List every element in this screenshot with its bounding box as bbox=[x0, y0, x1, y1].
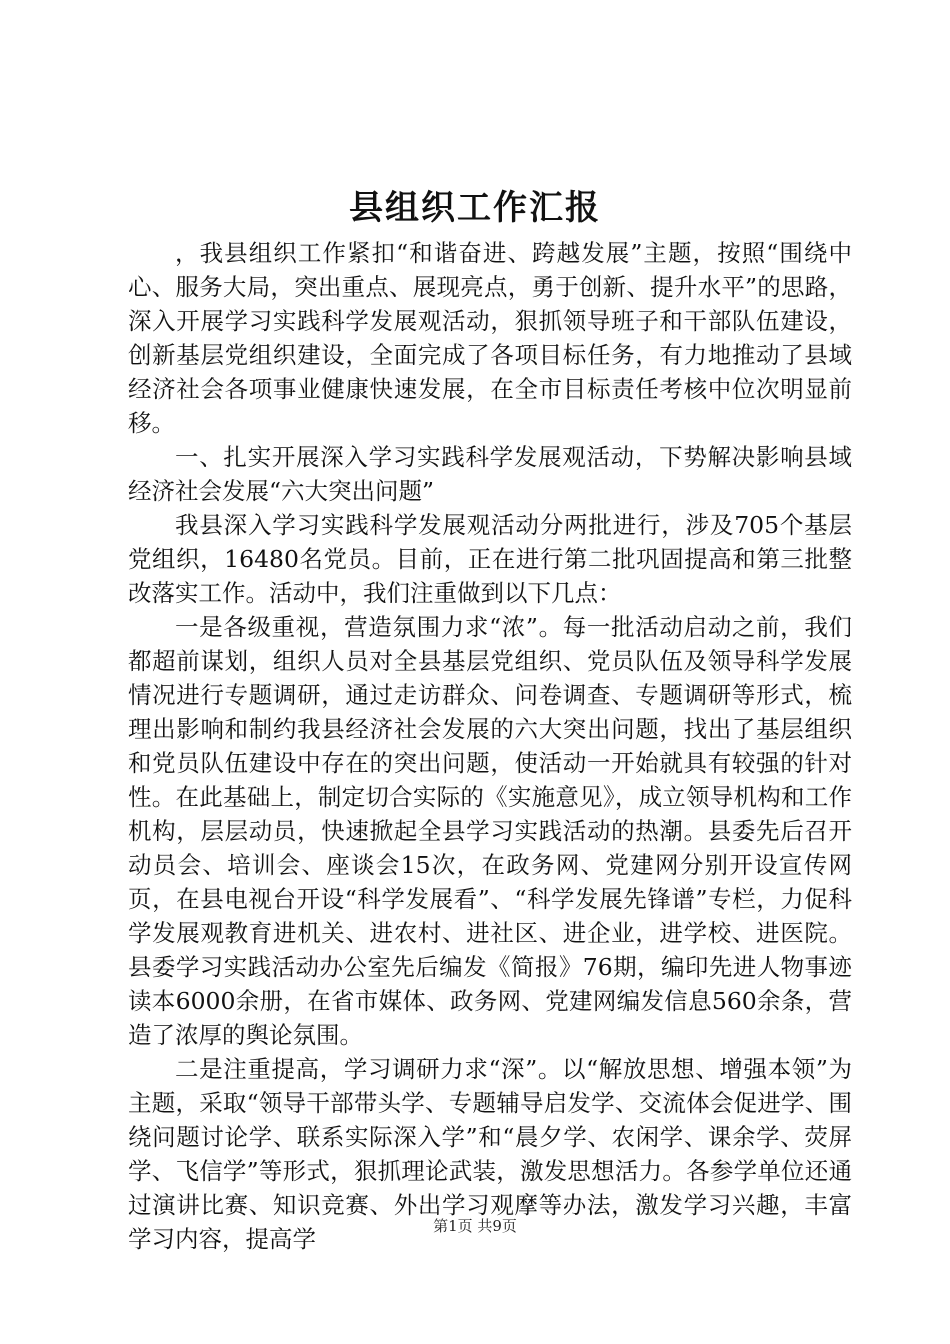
document-body bbox=[128, 236, 852, 1256]
paragraph-point-1: 一是各级重视，营造氛围力求“浓”。每一批活动启动之前，我们都超前谋划，组织人员对全县基层党组织、党员队伍及领导科学发展情况进行专题调研，通过走访群众、问卷调查、专题调研等形式，梳理出影响和制约我县经济社会发展的六大突出问题，找出了基层组织和党员队伍建设中存在的突出问题，使活动一开始就具有较强的针对性。在此基础上，制定切合实际的《实施意见》，成立领导机构和工作机构，层层动员，快速掀起全县学习实践活动的热潮。县委先后召开动员会、培训会、座谈会15次，在政务网、党建网分别开设宣传网页，在县电视台开设“科学发展看”、“科学发展先锋谱”专栏，力促科学发展观教育进机关、进农村、进社区、进企业，进学校、进医院。县委学习实践活动办公室先后编发《简报》76期，编印先进人物事迹读本6000余册，在省市媒体、政务网、党建网编发信息560余条，营造了浓厚的舆论氛围。 bbox=[128, 613, 852, 1049]
document-title: 县组织工作汇报 bbox=[349, 188, 601, 228]
paragraph-point-2: 二是注重提高，学习调研力求“深”。以“解放思想、增强本领”为主题，采取“领导干部带头学、专题辅导启发学、交流体会促进学、围绕问题讨论学、联系实际深入学”和“晨夕学、农闲学、课余学、荧屏学、飞信学”等形式，狠抓理论武装，激发思想活力。各参学单位还通过演讲比赛、知识竞赛、外出学习观摩等办法，激发学习兴趣，丰富学习内容，提高学 bbox=[128, 1055, 852, 1253]
page-footer: 第1页 共9页 bbox=[433, 1217, 517, 1235]
paragraph-intro: ，我县组织工作紧扣“和谐奋进、跨越发展”主题，按照“围绕中心、服务大局，突出重点、展现亮点，勇于创新、提升水平”的思路，深入开展学习实践科学发展观活动，狠抓领导班子和干部队伍建设，创新基层党组织建设，全面完成了各项目标任务，有力地推动了县域经济社会各项事业健康快速发展，在全市目标责任考核中位次明显前移。 bbox=[128, 239, 852, 437]
paragraph-overview: 我县深入学习实践科学发展观活动分两批进行，涉及705个基层党组织，16480名党员。目前，正在进行第二批巩固提高和第三批整改落实工作。活动中，我们注重做到以下几点： bbox=[128, 511, 852, 607]
section-heading-1: 一、扎实开展深入学习实践科学发展观活动，下势解决影响县域经济社会发展“六大突出问题” bbox=[128, 443, 852, 505]
